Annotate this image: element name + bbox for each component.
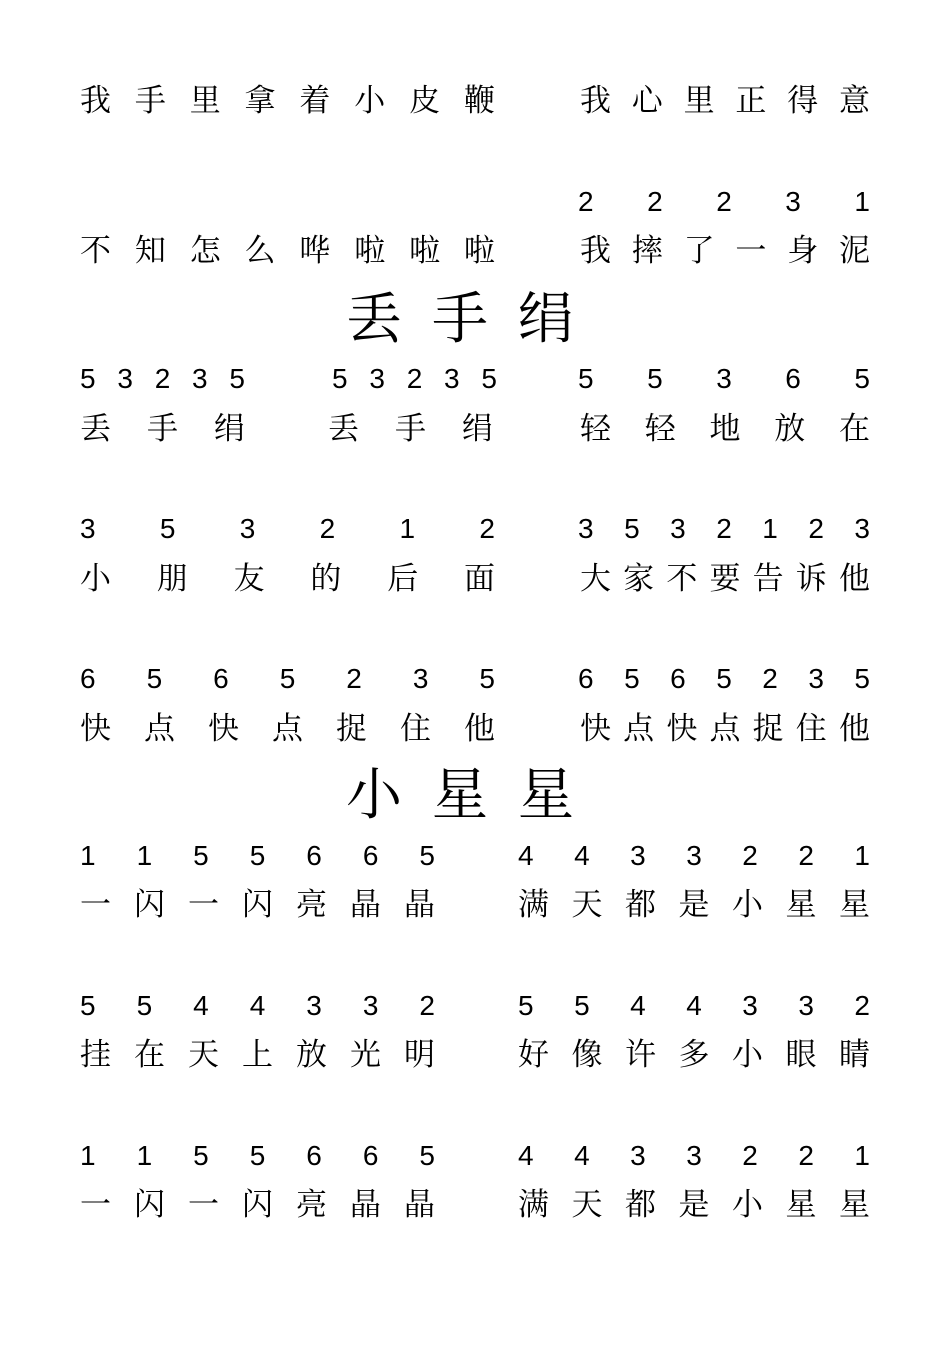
note-24-2: 4 <box>630 990 646 1021</box>
lyric-char-21-3: 闪 <box>242 887 273 923</box>
lyric-char-30-5: 星 <box>785 1187 817 1223</box>
lyric-char-21-2: 一 <box>188 887 219 923</box>
lyric-char-22-0: 满 <box>518 887 549 923</box>
note-12-2: 3 <box>670 513 686 544</box>
note-16-2: 6 <box>670 663 686 694</box>
lyric-char-25-1: 在 <box>134 1037 165 1073</box>
lyric-char-4-4: 身 <box>787 233 819 269</box>
lyric-char-25-3: 上 <box>242 1037 273 1073</box>
note-20-3: 3 <box>686 840 702 871</box>
note-20-6: 1 <box>854 840 870 871</box>
notation-line-28 <box>518 1139 870 1173</box>
note-12-0: 3 <box>578 513 594 544</box>
lyric-char-25-6: 明 <box>404 1037 435 1073</box>
lyric-char-1-1: 心 <box>631 83 663 119</box>
note-20-4: 2 <box>742 840 758 871</box>
note-5-4: 5 <box>229 363 245 394</box>
note-20-5: 2 <box>798 840 814 871</box>
lyric-char-29-1: 闪 <box>134 1187 165 1223</box>
lyric-char-30-6: 星 <box>839 1187 870 1223</box>
lyric-char-4-3: 一 <box>735 233 767 269</box>
note-15-4: 2 <box>346 663 362 694</box>
lyric-char-17-6: 他 <box>464 711 495 747</box>
notation-line-12 <box>578 512 870 546</box>
lyric-char-18-6: 他 <box>838 711 870 747</box>
note-28-6: 1 <box>854 1140 870 1171</box>
note-28-4: 2 <box>742 1140 758 1171</box>
title-song2: 丢手绢 <box>346 287 604 352</box>
lyric-char-8-1: 手 <box>147 411 178 447</box>
note-24-5: 3 <box>798 990 814 1021</box>
lyric-char-25-4: 放 <box>296 1037 327 1073</box>
lyric-char-8-0: 丢 <box>80 411 111 447</box>
lyric-char-18-1: 点 <box>623 711 655 747</box>
lyric-char-10-4: 在 <box>839 411 870 447</box>
note-23-1: 5 <box>136 990 153 1021</box>
lyric-char-25-0: 挂 <box>80 1037 111 1073</box>
note-16-3: 5 <box>716 663 732 694</box>
lyric-line-8 <box>80 410 245 448</box>
lyric-char-22-4: 小 <box>732 887 763 923</box>
note-15-5: 3 <box>412 663 429 694</box>
lyric-char-18-3: 点 <box>709 711 741 747</box>
notation-line-11 <box>80 512 495 546</box>
lyric-char-30-0: 满 <box>518 1187 549 1223</box>
note-19-3: 5 <box>249 840 266 871</box>
note-7-1: 5 <box>647 363 663 394</box>
lyric-line-9 <box>328 410 493 448</box>
note-2-1: 2 <box>647 186 663 217</box>
note-24-1: 5 <box>574 990 590 1021</box>
note-28-1: 4 <box>574 1140 590 1171</box>
lyric-char-13-0: 小 <box>80 561 111 597</box>
note-19-0: 1 <box>80 840 96 871</box>
lyric-line-17 <box>80 710 495 748</box>
lyric-char-1-5: 意 <box>838 83 870 119</box>
lyric-char-0-4: 着 <box>299 83 331 119</box>
note-23-6: 2 <box>419 990 435 1021</box>
lyric-char-3-7: 啦 <box>463 233 495 269</box>
notation-line-6 <box>332 362 497 396</box>
note-2-3: 3 <box>785 186 801 217</box>
lyric-char-22-1: 天 <box>571 887 603 923</box>
lyric-char-26-4: 小 <box>732 1037 763 1073</box>
lyric-char-10-1: 轻 <box>644 411 676 447</box>
lyric-char-22-5: 星 <box>785 887 817 923</box>
lyric-char-21-0: 一 <box>80 887 111 923</box>
notation-line-5 <box>80 362 245 396</box>
lyric-char-14-1: 家 <box>623 561 655 597</box>
lyric-char-17-2: 快 <box>208 711 239 747</box>
notation-line-27 <box>80 1139 435 1173</box>
note-5-1: 3 <box>117 363 133 394</box>
note-7-0: 5 <box>578 363 594 394</box>
lyric-char-10-3: 放 <box>774 411 806 447</box>
note-19-2: 5 <box>193 840 209 871</box>
lyric-char-30-3: 是 <box>678 1187 710 1223</box>
note-15-6: 5 <box>479 663 495 694</box>
lyric-line-14 <box>580 560 870 598</box>
note-20-0: 4 <box>518 840 534 871</box>
lyric-line-29 <box>80 1186 435 1224</box>
note-12-4: 1 <box>762 513 778 544</box>
lyric-char-3-1: 知 <box>134 233 166 269</box>
lyric-char-17-5: 住 <box>400 711 431 747</box>
note-11-5: 2 <box>479 513 495 544</box>
note-11-2: 3 <box>239 513 256 544</box>
note-2-0: 2 <box>578 186 594 217</box>
lyric-char-29-0: 一 <box>80 1187 111 1223</box>
note-7-3: 6 <box>785 363 801 394</box>
notation-line-7 <box>578 362 870 396</box>
lyric-char-13-5: 面 <box>463 561 495 597</box>
lyric-line-4 <box>580 232 870 270</box>
note-5-0: 5 <box>80 363 96 394</box>
lyric-char-0-5: 小 <box>354 83 386 119</box>
lyric-char-1-2: 里 <box>683 83 715 119</box>
note-20-1: 4 <box>574 840 590 871</box>
lyric-char-22-6: 星 <box>839 887 870 923</box>
lyric-line-18 <box>580 710 870 748</box>
lyric-char-17-4: 捉 <box>336 711 367 747</box>
note-16-4: 2 <box>762 663 778 694</box>
note-28-5: 2 <box>798 1140 814 1171</box>
lyric-char-26-0: 好 <box>518 1037 549 1073</box>
note-20-2: 3 <box>630 840 646 871</box>
title-song3: 小星星 <box>346 763 604 828</box>
lyric-char-0-6: 皮 <box>409 83 441 119</box>
note-15-3: 5 <box>279 663 296 694</box>
lyric-char-10-2: 地 <box>709 411 741 447</box>
lyric-char-17-1: 点 <box>144 711 175 747</box>
note-16-0: 6 <box>578 663 594 694</box>
lyric-char-21-1: 闪 <box>134 887 165 923</box>
lyric-char-4-5: 泥 <box>838 233 870 269</box>
lyric-char-26-5: 眼 <box>785 1037 817 1073</box>
lyric-char-14-2: 不 <box>666 561 698 597</box>
lyric-char-0-2: 里 <box>189 83 221 119</box>
note-27-3: 5 <box>249 1140 266 1171</box>
note-27-2: 5 <box>193 1140 209 1171</box>
lyric-char-14-6: 他 <box>838 561 870 597</box>
lyric-line-22 <box>518 886 870 924</box>
notation-line-2 <box>578 185 870 219</box>
note-24-3: 4 <box>686 990 702 1021</box>
lyric-char-13-4: 后 <box>387 561 419 597</box>
note-12-5: 2 <box>808 513 824 544</box>
lyric-line-30 <box>518 1186 870 1224</box>
lyric-char-9-2: 绢 <box>462 411 493 447</box>
notation-line-16 <box>578 662 870 696</box>
lyric-char-25-5: 光 <box>350 1037 381 1073</box>
lyric-char-10-0: 轻 <box>580 411 611 447</box>
notation-line-23 <box>80 989 435 1023</box>
note-23-3: 4 <box>249 990 266 1021</box>
note-28-0: 4 <box>518 1140 534 1171</box>
note-2-4: 1 <box>854 186 870 217</box>
note-19-1: 1 <box>136 840 153 871</box>
lyric-char-3-5: 啦 <box>354 233 386 269</box>
lyric-line-25 <box>80 1036 435 1074</box>
lyric-line-1 <box>580 82 870 120</box>
lyric-char-9-1: 手 <box>395 411 426 447</box>
notation-line-15 <box>80 662 495 696</box>
lyric-char-29-2: 一 <box>188 1187 219 1223</box>
note-6-1: 3 <box>369 363 385 394</box>
notation-line-24 <box>518 989 870 1023</box>
lyric-char-3-6: 啦 <box>409 233 441 269</box>
note-24-6: 2 <box>854 990 870 1021</box>
lyric-char-0-1: 手 <box>134 83 166 119</box>
notation-line-19 <box>80 839 435 873</box>
lyric-char-21-6: 晶 <box>404 887 435 923</box>
note-15-2: 6 <box>213 663 229 694</box>
lyric-char-14-5: 诉 <box>795 561 827 597</box>
note-27-1: 1 <box>136 1140 153 1171</box>
note-23-0: 5 <box>80 990 96 1021</box>
note-27-5: 6 <box>362 1140 379 1171</box>
lyric-char-3-2: 怎 <box>189 233 221 269</box>
lyric-char-14-3: 要 <box>709 561 741 597</box>
notation-line-20 <box>518 839 870 873</box>
lyric-char-4-0: 我 <box>580 233 611 269</box>
note-28-2: 3 <box>630 1140 646 1171</box>
lyric-char-17-3: 点 <box>272 711 303 747</box>
lyric-char-29-3: 闪 <box>242 1187 273 1223</box>
lyric-char-18-0: 快 <box>580 711 611 747</box>
lyric-char-4-1: 摔 <box>631 233 663 269</box>
note-19-6: 5 <box>419 840 435 871</box>
note-6-4: 5 <box>481 363 497 394</box>
lyric-char-13-2: 友 <box>233 561 265 597</box>
lyric-char-22-2: 都 <box>625 887 656 923</box>
lyric-char-30-2: 都 <box>625 1187 656 1223</box>
lyric-char-26-6: 睛 <box>839 1037 870 1073</box>
lyric-char-1-0: 我 <box>580 83 611 119</box>
lyric-char-30-4: 小 <box>732 1187 763 1223</box>
note-19-4: 6 <box>306 840 322 871</box>
note-27-6: 5 <box>419 1140 435 1171</box>
lyric-char-26-1: 像 <box>571 1037 603 1073</box>
lyric-char-3-0: 不 <box>80 233 111 269</box>
lyric-char-9-0: 丢 <box>328 411 359 447</box>
lyric-char-8-2: 绢 <box>214 411 245 447</box>
note-11-3: 2 <box>319 513 336 544</box>
lyric-line-0 <box>80 82 495 120</box>
lyric-char-26-3: 多 <box>678 1037 710 1073</box>
lyric-char-18-4: 捉 <box>752 711 784 747</box>
lyric-char-0-3: 拿 <box>244 83 276 119</box>
note-23-5: 3 <box>362 990 379 1021</box>
lyric-char-0-0: 我 <box>80 83 111 119</box>
note-16-1: 5 <box>624 663 640 694</box>
note-2-2: 2 <box>716 186 732 217</box>
note-6-2: 2 <box>406 363 423 394</box>
note-23-2: 4 <box>193 990 209 1021</box>
note-11-1: 5 <box>159 513 176 544</box>
lyric-line-26 <box>518 1036 870 1074</box>
note-24-4: 3 <box>742 990 758 1021</box>
note-7-2: 3 <box>716 363 732 394</box>
note-6-0: 5 <box>332 363 348 394</box>
note-24-0: 5 <box>518 990 534 1021</box>
lyric-char-26-2: 许 <box>625 1037 656 1073</box>
lyric-char-21-5: 晶 <box>350 887 381 923</box>
note-7-4: 5 <box>854 363 870 394</box>
note-16-5: 3 <box>808 663 824 694</box>
note-15-0: 6 <box>80 663 96 694</box>
lyric-line-10 <box>580 410 870 448</box>
lyric-char-21-4: 亮 <box>296 887 327 923</box>
note-12-6: 3 <box>854 513 870 544</box>
note-28-3: 3 <box>686 1140 702 1171</box>
lyric-char-29-6: 晶 <box>404 1187 435 1223</box>
lyric-char-14-0: 大 <box>580 561 611 597</box>
note-16-6: 5 <box>854 663 870 694</box>
note-6-3: 3 <box>444 363 460 394</box>
lyric-line-3 <box>80 232 495 270</box>
lyric-char-14-4: 告 <box>752 561 784 597</box>
lyric-char-18-5: 住 <box>795 711 827 747</box>
note-27-0: 1 <box>80 1140 96 1171</box>
note-5-2: 2 <box>154 363 171 394</box>
lyric-char-25-2: 天 <box>188 1037 219 1073</box>
note-11-0: 3 <box>80 513 96 544</box>
lyric-char-29-5: 晶 <box>350 1187 381 1223</box>
lyric-char-22-3: 是 <box>678 887 710 923</box>
note-5-3: 3 <box>192 363 208 394</box>
lyric-char-1-4: 得 <box>787 83 819 119</box>
note-15-1: 5 <box>146 663 163 694</box>
lyric-char-13-1: 朋 <box>156 561 188 597</box>
note-19-5: 6 <box>362 840 379 871</box>
note-23-4: 3 <box>306 990 322 1021</box>
note-11-4: 1 <box>399 513 416 544</box>
lyric-line-21 <box>80 886 435 924</box>
lyric-char-0-7: 鞭 <box>463 83 495 119</box>
note-27-4: 6 <box>306 1140 322 1171</box>
lyric-char-4-2: 了 <box>683 233 715 269</box>
lyric-char-13-3: 的 <box>310 561 342 597</box>
lyric-char-30-1: 天 <box>571 1187 603 1223</box>
lyric-char-29-4: 亮 <box>296 1187 327 1223</box>
lyric-char-3-4: 哗 <box>299 233 331 269</box>
lyric-char-3-3: 么 <box>244 233 276 269</box>
note-12-3: 2 <box>716 513 732 544</box>
lyric-line-13 <box>80 560 495 598</box>
lyric-char-17-0: 快 <box>80 711 111 747</box>
lyric-char-18-2: 快 <box>666 711 698 747</box>
note-12-1: 5 <box>624 513 640 544</box>
lyric-char-1-3: 正 <box>735 83 767 119</box>
